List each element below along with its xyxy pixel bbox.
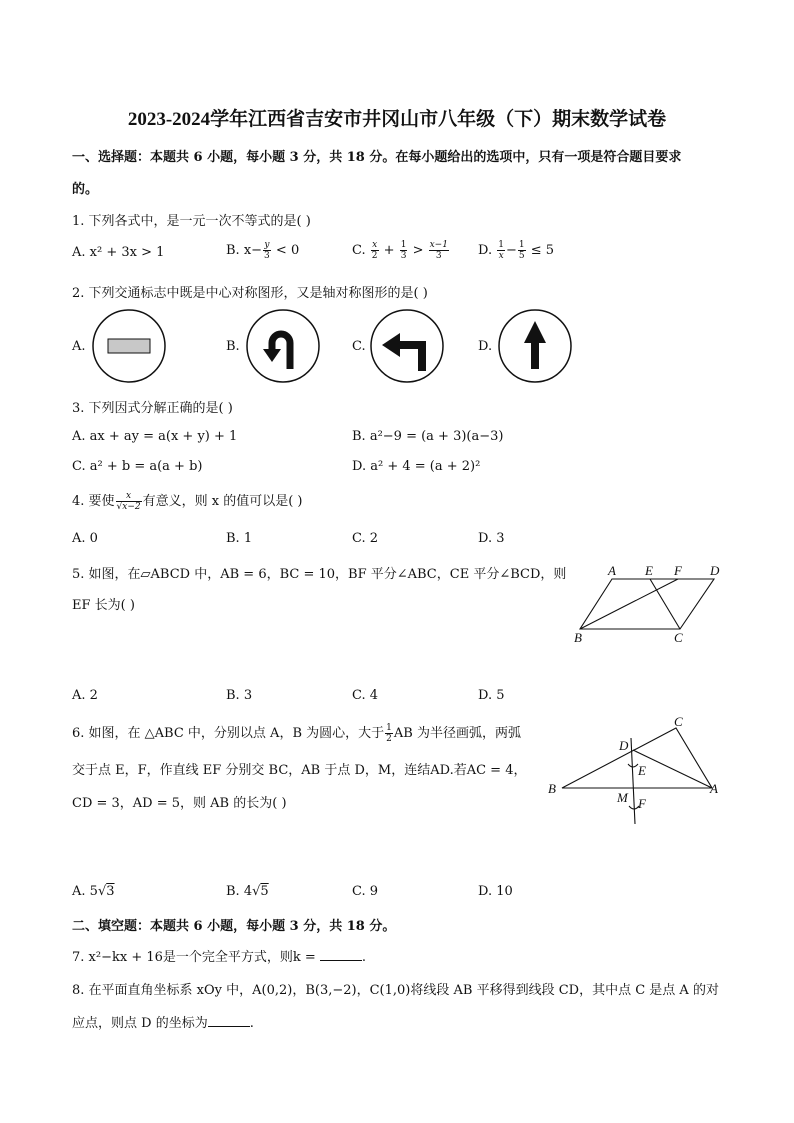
q6-label-f: F <box>638 796 646 811</box>
q1-d-prefix: D. <box>478 243 493 258</box>
q1-c-f1d: 2 <box>371 251 378 261</box>
q1-c-f3n: x−1 <box>429 240 448 250</box>
q5-label-c: C <box>674 630 683 645</box>
page-title: 2023-2024学年江西省吉安市井冈山市八年级（下）期末数学试卷 <box>127 109 667 130</box>
q6-label-b: B <box>548 781 556 796</box>
q1-d-frac2 <box>518 240 526 261</box>
q1-c-f3d: 3 <box>435 251 442 261</box>
q3-option-d: D. a² + 4 = (a + 2)² <box>352 459 481 474</box>
q5-label-a: A <box>608 563 616 578</box>
q6-arc-e <box>628 764 638 767</box>
q5-parallelogram-diagram <box>568 562 728 648</box>
q8-line2-text: 应点，则点 D 的坐标为 <box>72 1016 208 1031</box>
q3-option-c: C. a² + b = a(a + b) <box>72 459 203 474</box>
question-4-stem <box>72 490 303 512</box>
q6-b-radicand: 5 <box>260 884 269 899</box>
q5-option-d: D. 5 <box>478 688 505 703</box>
q6-a-prefix: A. 5 <box>72 884 98 899</box>
q4-prefix: 4. 要使 <box>72 494 115 509</box>
q4-option-d: D. 3 <box>478 531 505 546</box>
q4-num: x <box>116 491 142 502</box>
q4-fraction <box>116 491 142 512</box>
q4-suffix: 有意义，则 x 的值可以是( ) <box>142 494 303 509</box>
q1-b-suffix: < 0 <box>275 243 300 258</box>
q1-d-frac1 <box>497 240 505 261</box>
q5-option-b: B. 3 <box>226 688 253 703</box>
q6-option-d: D. 10 <box>478 884 513 899</box>
q4-option-c: C. 2 <box>352 531 379 546</box>
q1-c-frac2 <box>400 240 408 261</box>
q1-option-b <box>226 240 299 261</box>
q6-line1-suffix: AB 为半径画弧，两弧 <box>393 726 521 741</box>
q1-c-gt: > <box>412 243 424 258</box>
q6-b-prefix: B. 4 <box>226 884 253 899</box>
q1-option-d <box>478 240 554 261</box>
q6-label-a: A <box>710 781 718 796</box>
q1-b-prefix: B. x− <box>226 243 263 258</box>
q5-line-ce <box>650 579 680 629</box>
q5-label-b: B <box>574 630 582 645</box>
q1-d-minus: − <box>505 243 517 258</box>
question-2-stem: 2. 下列交通标志中既是中心对称图形，又是轴对称图形的是( ) <box>72 286 428 301</box>
q4-option-b: B. 1 <box>226 531 253 546</box>
q6-a-radicand: 3 <box>106 884 115 899</box>
q6-option-a: A. 5√3 <box>72 884 115 899</box>
section-1-heading: 一、选择题：本题共 6 小题，每小题 3 分，共 18 分。在每小题给出的选项中，只有一项是符合题目要求 <box>72 150 682 165</box>
q1-c-prefix: C. <box>352 243 366 258</box>
q7-end: . <box>361 950 367 965</box>
q5-line-bf <box>580 579 678 629</box>
q7-answer-blank[interactable] <box>320 948 362 961</box>
q1-d-f2n: 1 <box>518 240 525 250</box>
q6-half-den: 2 <box>386 734 392 744</box>
q1-c-f1n: x <box>372 240 378 250</box>
q4-den: √x−2 <box>116 502 141 512</box>
q1-c-f2d: 3 <box>400 251 407 261</box>
q6-triangle <box>562 728 712 788</box>
question-3-stem: 3. 下列因式分解正确的是( ) <box>72 401 233 416</box>
q7-text: 7. x²−kx + 16是一个完全平方式，则k = <box>72 950 320 965</box>
q1-c-frac1 <box>371 240 379 261</box>
q1-b-num: y <box>264 240 270 250</box>
q1-b-den: 3 <box>264 251 270 261</box>
q6-option-c: C. 9 <box>352 884 379 899</box>
q2-option-c-label: C. <box>352 339 366 354</box>
q3-option-a: A. ax + ay = a(x + y) + 1 <box>72 429 238 444</box>
q5-parallelogram <box>580 579 714 629</box>
q5-label-e: E <box>645 563 653 578</box>
question-7 <box>72 946 366 965</box>
q4-option-a: A. 0 <box>72 531 98 546</box>
q6-label-c: C <box>674 714 683 729</box>
q6-line1-prefix: 6. 如图，在 △ABC 中，分别以点 A，B 为圆心，大于 <box>72 726 385 741</box>
q5-label-f: F <box>674 563 682 578</box>
q5-option-a: A. 2 <box>72 688 98 703</box>
q6-option-b: B. 4√5 <box>226 884 269 899</box>
q6-triangle-diagram <box>540 714 730 826</box>
q5-option-c: C. 4 <box>352 688 379 703</box>
q1-d-f1n: 1 <box>498 240 504 250</box>
question-6-line1 <box>72 722 521 744</box>
q5-label-d: D <box>710 563 720 578</box>
q1-b-fraction <box>263 240 271 261</box>
q1-option-c <box>352 240 450 261</box>
q1-c-f2n: 1 <box>400 240 407 250</box>
q1-c-plus: + <box>383 243 395 258</box>
q1-c-frac3 <box>429 240 449 261</box>
q1-option-a: A. x² + 3x > 1 <box>72 245 165 260</box>
question-8-line1: 8. 在平面直角坐标系 xOy 中，A(0,2)，B(3,−2)，C(1,0)将线段 AB 平移得到线段 CD，其中点 C 是点 A 的对 <box>72 983 719 998</box>
q6-label-d: D <box>619 738 629 753</box>
question-5-line1: 5. 如图，在▱ABCD 中，AB = 6，BC = 10，BF 平分∠ABC，CE 平分∠BCD，则 <box>72 567 567 582</box>
q2-option-a-label: A. <box>72 339 86 354</box>
q6-half-num: 1 <box>386 723 392 733</box>
q2-option-b-label: B. <box>226 339 240 354</box>
question-8-line2 <box>72 1012 254 1031</box>
section-1-heading-tail: 的。 <box>72 182 99 197</box>
left-turn-sign-icon <box>368 307 446 385</box>
question-5-line2: EF 长为( ) <box>72 598 135 613</box>
question-6-line2: 交于点 E，F，作直线 EF 分别交 BC，AB 于点 D，M，连结AD.若AC = 4， <box>72 763 527 778</box>
q6-label-e: E <box>638 763 646 778</box>
q6-half-fraction <box>385 723 393 744</box>
q8-answer-blank[interactable] <box>208 1014 250 1027</box>
q2-option-d-label: D. <box>478 339 493 354</box>
q1-d-f2d: 5 <box>518 251 525 261</box>
section-2-heading: 二、填空题：本题共 6 小题，每小题 3 分，共 18 分。 <box>72 919 396 934</box>
q8-end: . <box>249 1016 254 1031</box>
q6-label-m: M <box>617 790 628 805</box>
question-6-line3: CD = 3，AD = 5，则 AB 的长为( ) <box>72 796 287 811</box>
no-entry-sign-icon <box>90 307 168 385</box>
q1-d-suffix: ≤ 5 <box>530 243 555 258</box>
straight-ahead-sign-icon <box>496 307 574 385</box>
q1-d-f1d: x <box>498 251 504 261</box>
u-turn-sign-icon <box>244 307 322 385</box>
question-1-stem: 1. 下列各式中，是一元一次不等式的是( ) <box>72 214 311 229</box>
q3-option-b: B. a²−9 = (a + 3)(a−3) <box>352 429 504 444</box>
